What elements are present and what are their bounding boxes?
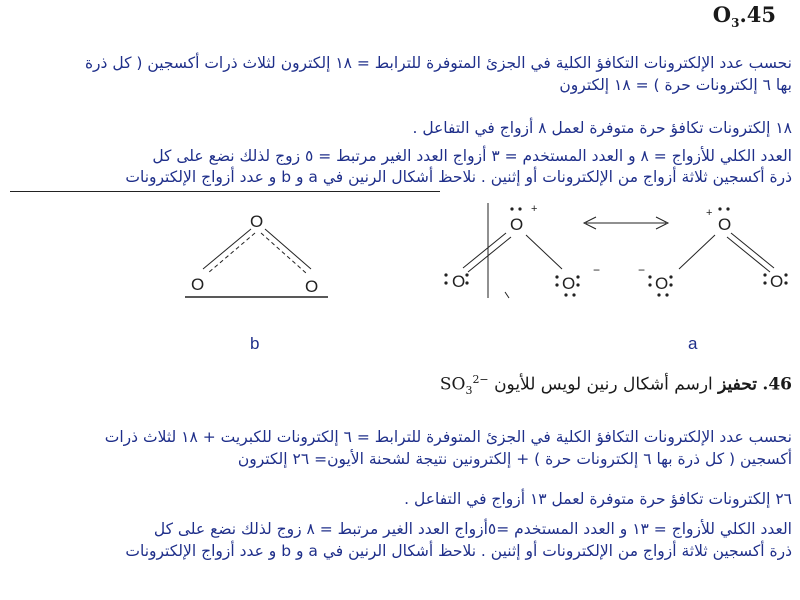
a46-paragraph-1	[8, 426, 792, 470]
a46-paragraph-2: ٢٦ إلكترونات تكافؤ حرة متوفرة لعمل ١٣ أزواج في التفاعل .	[404, 490, 792, 508]
q45-p3-line2: ذرة أكسجين ثلاثة أزواج من الإلكترونات أو إثنين . نلاحظ أشكال الرنين في a و b و عدد أزواج الإلكترونات	[125, 168, 792, 186]
ozone-resonance-diagram	[0, 195, 800, 365]
b-atom-left: O	[191, 275, 205, 294]
a1-minus-charge: −	[593, 263, 601, 277]
problem-46-title	[440, 373, 792, 397]
title-formula-sub: 3	[731, 16, 740, 31]
text-underline	[10, 191, 440, 192]
a1-plus-charge: +	[531, 203, 538, 215]
a2-atom-right: O	[770, 272, 784, 291]
title-formula-main: O	[712, 2, 732, 27]
q45-p1-line1: نحسب عدد الإلكترونات التكافؤ الكلية في الجزئ المتوفرة للترابط = ١٨ إلكترون لثلاث ذرات أكسجين ( كل ذرة	[84, 54, 792, 72]
a1-atom-right: O	[562, 274, 576, 293]
q45-paragraph-1	[8, 52, 792, 96]
label-structure-a: a	[688, 334, 698, 353]
b-atom-top: O	[250, 212, 264, 231]
ion-subscript: 3	[465, 384, 473, 398]
title-number: .45	[739, 2, 776, 27]
a1-atom-left: O	[452, 272, 466, 291]
q45-p3-line1: العدد الكلي للأزواج = ٨ و العدد المستخدم = ٣ أزواج العدد الغير مرتبط = ٥ زوج لذلك نضع على كل	[152, 147, 792, 165]
a2-atom-top: O	[718, 215, 732, 234]
q45-p1-line2: بها ٦ إلكترونات حرة ) = ١٨ إلكترون	[559, 76, 792, 94]
q45-paragraph-2: ١٨ إلكترونات تكافؤ حرة متوفرة لعمل ٨ أزواج في التفاعل .	[412, 119, 792, 137]
a46-paragraph-3	[8, 518, 792, 562]
label-structure-b: b	[250, 334, 260, 353]
a2-atom-left: O	[655, 274, 669, 293]
structure-a-form-2	[638, 207, 788, 297]
a46-p1-line1: نحسب عدد الإلكترونات التكافؤ الكلية في الجزئ المتوفرة للترابط = ٦ إلكترونات للكبريت + ١٨ لثلاث ذرات	[104, 428, 792, 446]
q45-paragraph-3	[8, 146, 792, 188]
problem-46-number: 46.	[762, 374, 792, 395]
a46-p3-line2: ذرة أكسجين ثلاثة أزواج من الإلكترونات أو إثنين . نلاحظ أشكال الرنين في a و b و عدد أزواج الإلكترونات	[125, 542, 792, 560]
problem-45-title	[713, 2, 776, 30]
a46-p3-line1: العدد الكلي للأزواج = ١٣ و العدد المستخدم =٥أزواج العدد الغير مرتبط = ٨ زوج لذلك نضع على كل	[153, 520, 792, 538]
a46-p1-line2: أكسجين ( كل ذرة بها ٦ إلكترونات حرة ) + إلكترونين نتيجة لشحنة الأيون= ٢٦ إلكترون	[237, 450, 792, 468]
a2-plus-charge: +	[706, 207, 713, 219]
b-atom-right: O	[305, 277, 319, 296]
ion-charge: 2−	[472, 373, 489, 386]
resonance-arrow	[584, 217, 668, 229]
a2-minus-charge: −	[638, 263, 646, 277]
problem-46-keyword: تحفيز	[718, 374, 757, 395]
structure-a-form-1	[444, 203, 600, 298]
sulfite-ion-formula	[440, 373, 489, 397]
structure-b	[185, 212, 328, 297]
a1-atom-top: O	[510, 215, 524, 234]
ion-main: SO	[439, 374, 466, 395]
problem-46-prompt: ارسم أشكال رنين لويس للأيون	[494, 374, 713, 395]
